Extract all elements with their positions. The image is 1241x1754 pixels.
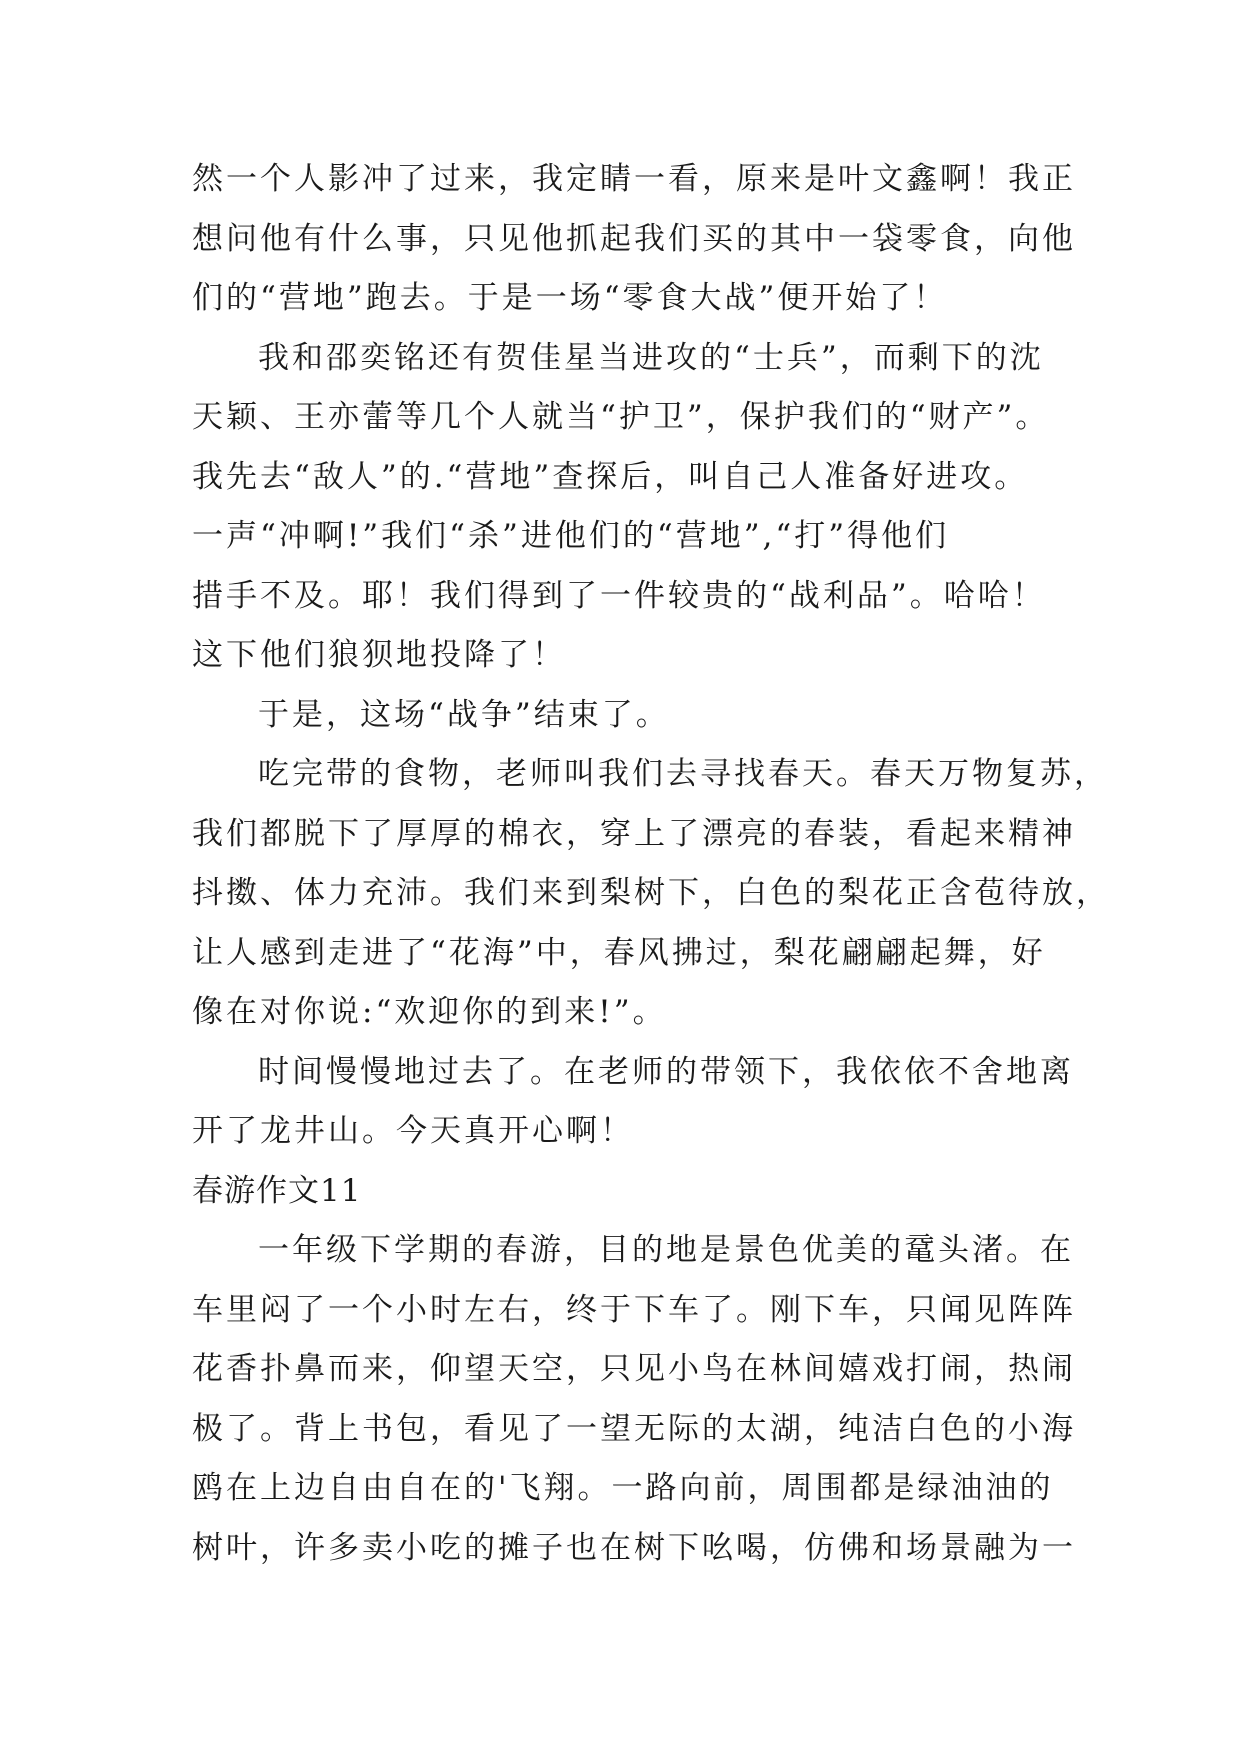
- text-line: 车里闷了一个小时左右，终于下车了。刚下车，只闻见阵阵: [192, 1291, 1076, 1328]
- text-line: 让人感到走进了“花海”中，春风拂过，梨花翩翩起舞，好: [192, 934, 1046, 971]
- text-line: 这下他们狼狈地投降了！: [192, 637, 566, 673]
- text-line: 然一个人影冲了过来，我定睛一看，原来是叶文鑫啊！我正: [192, 161, 1076, 197]
- text-line: 鸥在上边自由自在的'飞翔。一路向前，周围都是绿油油的: [192, 1470, 1054, 1506]
- text-line: 天颖、王亦蕾等几个人就当“护卫”，保护我们的“财产”。: [192, 399, 1050, 435]
- text-line: 极了。背上书包，看见了一望无际的太湖，纯洁白色的小海: [192, 1410, 1076, 1447]
- paragraph-start-line: 我和邵奕铭还有贺佳星当进攻的“士兵”，而剩下的沈: [258, 339, 1044, 376]
- text-line: 想问他有什么事，只见他抓起我们买的其中一袋零食，向他: [192, 220, 1076, 257]
- paragraph-start-line: 吃完带的食物，老师叫我们去寻找春天。春天万物复苏，: [258, 756, 1108, 792]
- paragraph-start-line: 一年级下学期的春游，目的地是景色优美的鼋头渚。在: [258, 1232, 1074, 1268]
- text-line: 树叶，许多卖小吃的摊子也在树下吆喝，仿佛和场景融为一: [192, 1529, 1076, 1566]
- paragraph-start-line: 时间慢慢地过去了。在老师的带领下，我依依不舍地离: [258, 1053, 1074, 1090]
- text-line: 我先去“敌人”的.“营地”查探后，叫自己人准备好进攻。: [192, 458, 1029, 495]
- text-line: 抖擞、体力充沛。我们来到梨树下，白色的梨花正含苞待放，: [192, 875, 1110, 911]
- text-line: 我们都脱下了厚厚的棉衣，穿上了漂亮的春装，看起来精神: [192, 815, 1076, 852]
- text-line: 像在对你说:“欢迎你的到来!”。: [192, 994, 667, 1030]
- text-line: 一声“冲啊!”我们“杀”进他们的“营地”,“打”得他们: [192, 518, 950, 554]
- text-line: 们的“营地”跑去。于是一场“零食大战”便开始了！: [192, 280, 948, 316]
- text-line: 花香扑鼻而来，仰望天空，只见小鸟在林间嬉戏打闹，热闹: [192, 1351, 1076, 1387]
- section-heading: 春游作文11: [192, 1172, 362, 1209]
- text-line: 措手不及。耶！我们得到了一件较贵的“战利品”。哈哈！: [192, 577, 1046, 614]
- paragraph-start-line: 于是，这场“战争”结束了。: [258, 696, 670, 733]
- essay-text: [192, 150, 1110, 1578]
- text-line: 开了龙井山。今天真开心啊！: [192, 1113, 634, 1149]
